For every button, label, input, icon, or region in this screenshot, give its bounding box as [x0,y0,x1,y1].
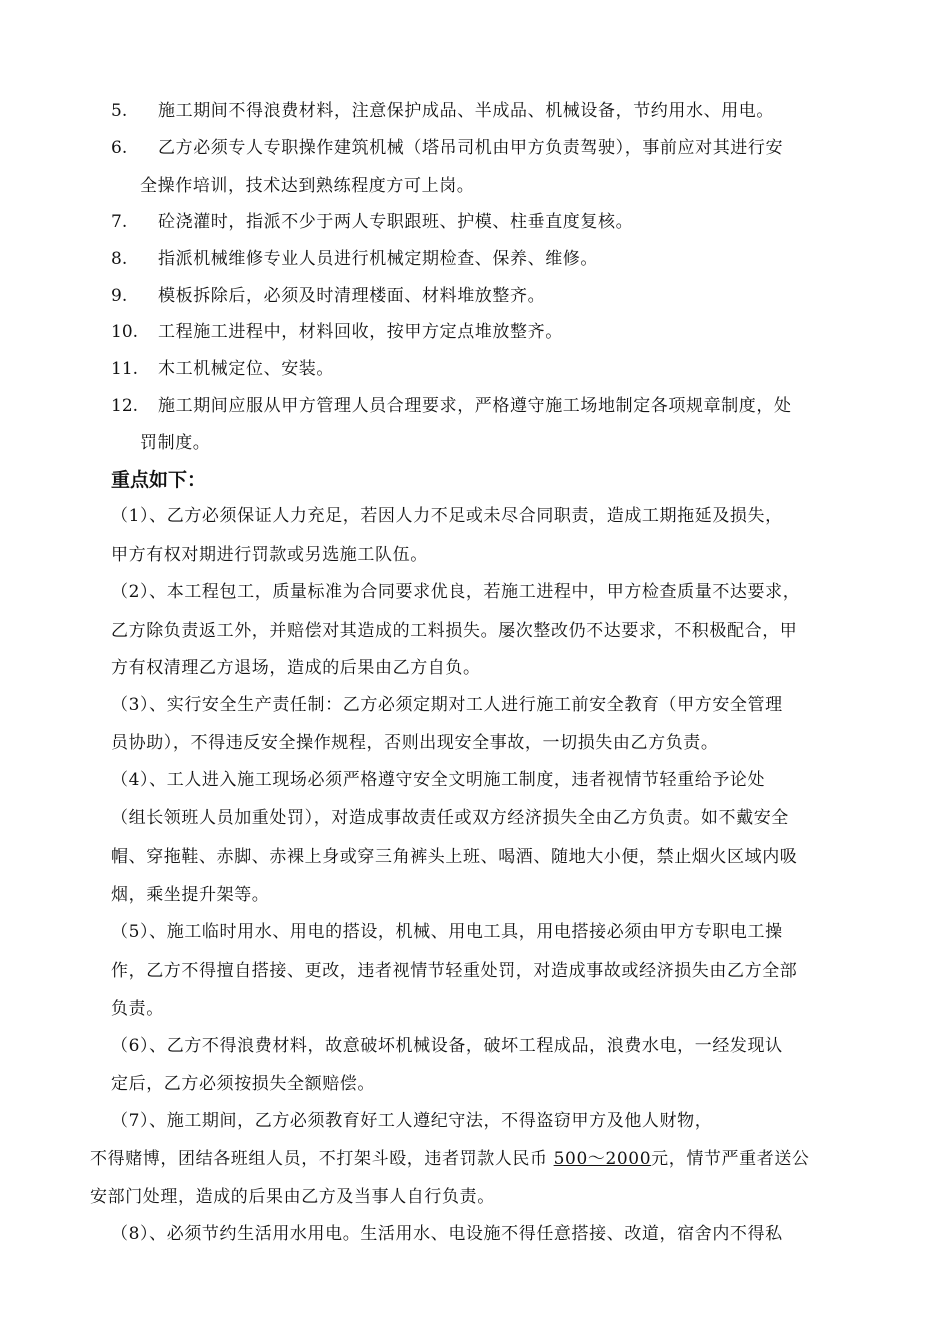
point-text: 安部门处理，造成的后果由乙方及当事人自行负责。 [90,1187,495,1207]
item-text: 全操作培训，技术达到熟练程度方可上岗。 [140,176,475,196]
point-text: 方有权清理乙方退场，造成的后果由乙方自负。 [111,658,481,678]
point-text [90,1149,810,1169]
point-text: （4）、工人进入施工现场必须严格遵守安全文明施工制度，违者视情节轻重给予论处 [111,770,766,790]
item-number: 5. [111,101,128,121]
point-text: 定后，乙方必须按损失全额赔偿。 [111,1074,375,1094]
point-text: （5）、施工临时用水、用电的搭设，机械、用电工具，用电搭接必须由甲方专职电工操 [111,922,783,942]
item-text: 砼浇灌时，指派不少于两人专职跟班、护模、柱垂直度复核。 [158,212,634,232]
point-text: 员协助），不得违反安全操作规程，否则出现安全事故，一切损失由乙方负责。 [111,733,719,753]
item-text: 木工机械定位、安装。 [158,359,334,379]
fine-amount: 500～2000 [553,1149,652,1169]
item-text: 工程施工进程中，材料回收，按甲方定点堆放整齐。 [158,322,563,342]
section-heading: 重点如下： [111,469,207,491]
item-text: 罚制度。 [140,433,211,453]
point-text: 负责。 [111,999,164,1019]
item-text: 施工期间不得浪费材料，注意保护成品、半成品、机械设备，节约用水、用电。 [158,101,774,121]
item-text: 指派机械维修专业人员进行机械定期检查、保养、维修。 [158,249,598,269]
point-text: 烟，乘坐提升架等。 [111,885,270,905]
item-number: 8. [111,249,128,269]
item-text: 施工期间应服从甲方管理人员合理要求，严格遵守施工场地制定各项规章制度，处 [158,396,792,416]
point-text: （2）、本工程包工，质量标准为合同要求优良，若施工进程中，甲方检查质量不达要求， [111,582,801,602]
item-number: 12. [111,396,139,416]
item-number: 7. [111,212,128,232]
item-number: 11. [111,359,139,379]
item-text: 乙方必须专人专职操作建筑机械（塔吊司机由甲方负责驾驶），事前应对其进行安 [158,138,784,158]
point-text: 乙方除负责返工外，并赔偿对其造成的工料损失。屡次整改仍不达要求，不积极配合，甲 [111,621,798,641]
point-text: （组长领班人员加重处罚），对造成事故责任或双方经济损失全由乙方负责。如不戴安全 [111,808,789,828]
point-text: 作，乙方不得擅自搭接、更改，违者视情节轻重处罚，对造成事故或经济损失由乙方全部 [111,961,798,981]
point-text: （1）、乙方必须保证人力充足，若因人力不足或未尽合同职责，造成工期拖延及损失， [111,506,783,526]
point-text: 甲方有权对期进行罚款或另选施工队伍。 [111,545,428,565]
item-text: 模板拆除后，必须及时清理楼面、材料堆放整齐。 [158,286,546,306]
point-text: （3）、实行安全生产责任制：乙方必须定期对工人进行施工前安全教育（甲方安全管理 [111,695,783,715]
item-number: 9. [111,286,128,306]
item-number: 6. [111,138,128,158]
point-text-part: 元，情节严重者送公 [651,1149,810,1169]
point-text: （6）、乙方不得浪费材料，故意破坏机械设备，破坏工程成品，浪费水电，一经发现认 [111,1036,783,1056]
item-number: 10. [111,322,139,342]
point-text: （8）、必须节约生活用水用电。生活用水、电设施不得任意搭接、改道，宿舍内不得私 [111,1224,783,1244]
point-text: （7）、施工期间，乙方必须教育好工人遵纪守法，不得盗窃甲方及他人财物， [111,1111,713,1131]
point-text: 帽、穿拖鞋、赤脚、赤裸上身或穿三角裤头上班、喝酒、随地大小便，禁止烟火区域内吸 [111,847,798,867]
point-text-part: 不得赌博，团结各班组人员，不打架斗殴，违者罚款人民币 [90,1149,554,1169]
